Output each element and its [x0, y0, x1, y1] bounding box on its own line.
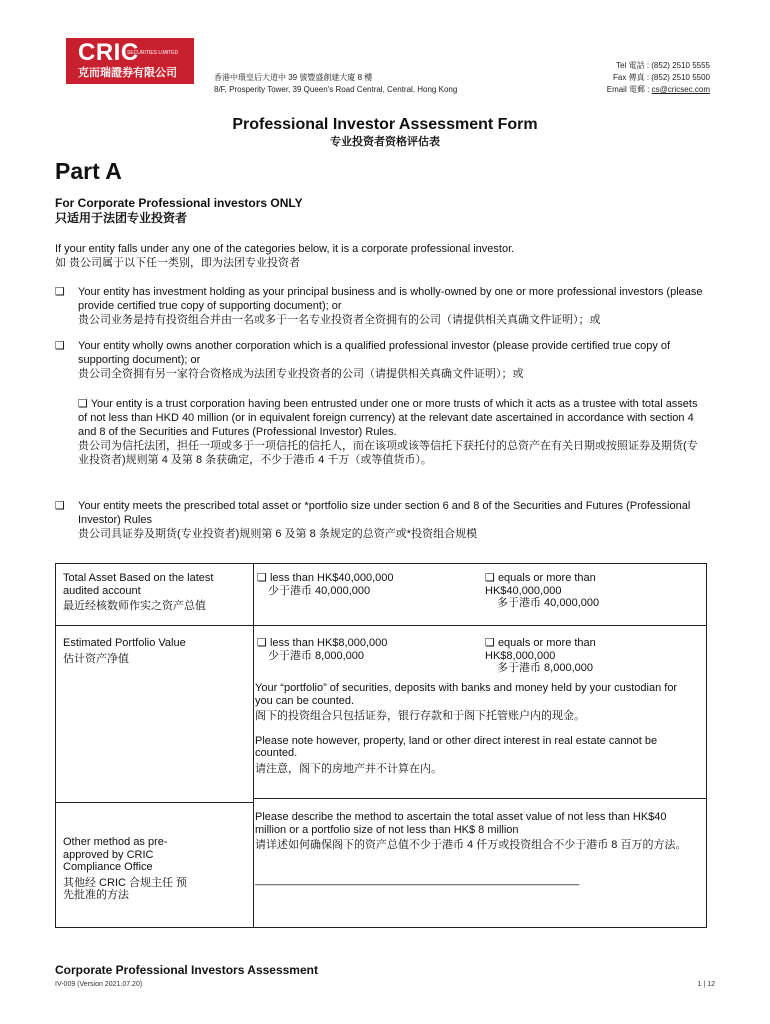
checkbox[interactable]: ❑ [55, 340, 65, 352]
row-divider [56, 625, 706, 626]
item-chinese: 贵公司业务是持有投资组合并由一名或多于一名专业投资者全资拥有的公司（请提供相关真确文件证明）；或 [78, 314, 601, 326]
checkbox[interactable]: ❑ [485, 572, 495, 584]
row-divider [253, 798, 706, 799]
intro-english: If your entity falls under any one of the categories below, it is a corporate professional investor. [55, 243, 515, 255]
portfolio-note-chinese: 阁下的投资组合只包括证券，银行存款和于阁下托管账户内的现金。 [255, 710, 585, 722]
logo-chinese-name: 克而瑞證券有限公司 [78, 67, 177, 79]
column-divider [253, 564, 254, 927]
portfolio-option-more[interactable]: ❑ equals or more than HK$8,000,000 多于港币 8,000,000 [485, 637, 596, 674]
address-chinese: 香港中環皇后大道中 39 號豐盛創建大廈 8 樓 [214, 73, 373, 82]
other-method-description [255, 811, 700, 886]
description-chinese: 请详述如何确保阁下的资产总值不少于港币 4 仟万或投资组合不少于港币 8 百万的方法。 [255, 839, 687, 851]
other-method-label: Other method as pre-approved by CRIC Compliance Office 其他经 CRIC 合规主任 预先批准的方法 [63, 836, 188, 901]
checkbox[interactable]: ❑ [55, 286, 65, 298]
item-chinese: 贵公司具证券及期货(专业投资者)规则第 6 及第 8 条规定的总资产或*投资组合规模 [78, 528, 478, 540]
email-label: Email 電郵 : [606, 85, 652, 94]
form-title: Professional Investor Assessment Form [232, 116, 538, 133]
contact-email-row [607, 84, 710, 96]
checkbox[interactable]: ❑ [55, 500, 65, 512]
company-logo [66, 38, 194, 84]
checkbox[interactable]: ❑ [257, 637, 267, 649]
footer-title: Corporate Professional Investors Assessment [55, 963, 318, 977]
logo-small-text: SECURITIES LIMITED [127, 50, 179, 56]
contact-tel: Tel 電話 : (852) 2510 5555 [616, 61, 710, 70]
form-version: IV-009 (Version 2021.07.20) [55, 981, 143, 988]
total-asset-label: Total Asset Based on the latest audited account 最近经核数师作实之资产总值 [63, 572, 214, 612]
item-english: Your entity wholly owns another corporation which is a qualified professional investor (please provide certified true copy of supporting document); or [78, 340, 671, 366]
item-english: ❑ Your entity is a trust corporation having been entrusted under one or more trusts of which it acts as a trustee with total assets of not less than HKD 40 million (or in equivalent foreign currency) at the relevant date ascertained in accordance with section 4 and 8 of the Securities and Futures (Professional Investor) Rules. [78, 398, 698, 438]
section-title-chinese: 只适用于法团专业投资者 [55, 211, 188, 225]
row-divider [56, 802, 253, 803]
item-chinese: 贵公司为信托法团，担任一项或多于一项信托的信托人，而在该项或该等信托下获托付的总资产在有关日期或按照证券及期货(专业投资者)规则第 4 及第 8 条获确定，不少于港币 4 千万（或等值货币）。 [78, 440, 698, 466]
assessment-table [55, 563, 707, 928]
checkbox[interactable]: ❑ [78, 398, 88, 410]
intro-chinese: 如 贵公司属于以下任一类别，即为法团专业投资者 [55, 257, 301, 269]
logo-text: CRIC [78, 39, 139, 66]
item-english: Your entity has investment holding as your principal business and is wholly-owned by one or more professional investors (please provide certified true copy of supporting document); or [78, 286, 703, 312]
item-chinese: 贵公司全资拥有另一家符合资格成为法团专业投资者的公司（请提供相关真确文件证明）；或 [78, 368, 524, 380]
contact-info [607, 60, 710, 96]
total-asset-option-more[interactable]: ❑ equals or more than HK$40,000,000 多于港币 40,000,000 [485, 572, 600, 609]
portfolio-note-english: Your “portfolio” of securities, deposits with banks and money held by your custodian for you can be counted. [255, 682, 678, 707]
total-asset-option-less[interactable]: ❑ less than HK$40,000,000 少于港币 40,000,000 [257, 572, 394, 597]
section-title: For Corporate Professional investors ONLY [55, 196, 303, 210]
property-note-english: Please note however, property, land or other direct interest in real estate cannot be counted. [255, 734, 658, 759]
part-heading: Part A [55, 158, 122, 184]
description-english: Please describe the method to ascertain the total asset value of not less than HK$40 million or a portfolio size of not less than HK$ 8 million [255, 811, 667, 836]
section-intro [55, 242, 715, 270]
item-english: Your entity meets the prescribed total asset or *portfolio size under section 6 and 8 of the Securities and Futures (Professional Investor) Rules [78, 500, 691, 526]
criteria-item-3 [78, 397, 708, 467]
portfolio-notes [255, 682, 695, 775]
portfolio-option-less[interactable]: ❑ less than HK$8,000,000 少于港币 8,000,000 [257, 637, 388, 662]
address-english: 8/F, Prosperity Tower, 39 Queen's Road Central, Central, Hong Kong [214, 85, 458, 94]
portfolio-value-label: Estimated Portfolio Value 估计资产净值 [63, 637, 186, 665]
checkbox[interactable]: ❑ [485, 637, 495, 649]
property-note-chinese: 请注意，阁下的房地产并不计算在内。 [255, 762, 442, 775]
contact-fax: Fax 傳真 : (852) 2510 5500 [613, 73, 710, 82]
email-link[interactable]: cs@cricsec.com [651, 85, 710, 94]
checkbox[interactable]: ❑ [257, 572, 267, 584]
page-number: 1 | 12 [697, 981, 715, 988]
method-answer-line[interactable]: _____________________________________________________ [255, 873, 580, 886]
form-title-chinese: 专业投资者资格评估表 [330, 136, 440, 148]
company-address [214, 72, 457, 96]
